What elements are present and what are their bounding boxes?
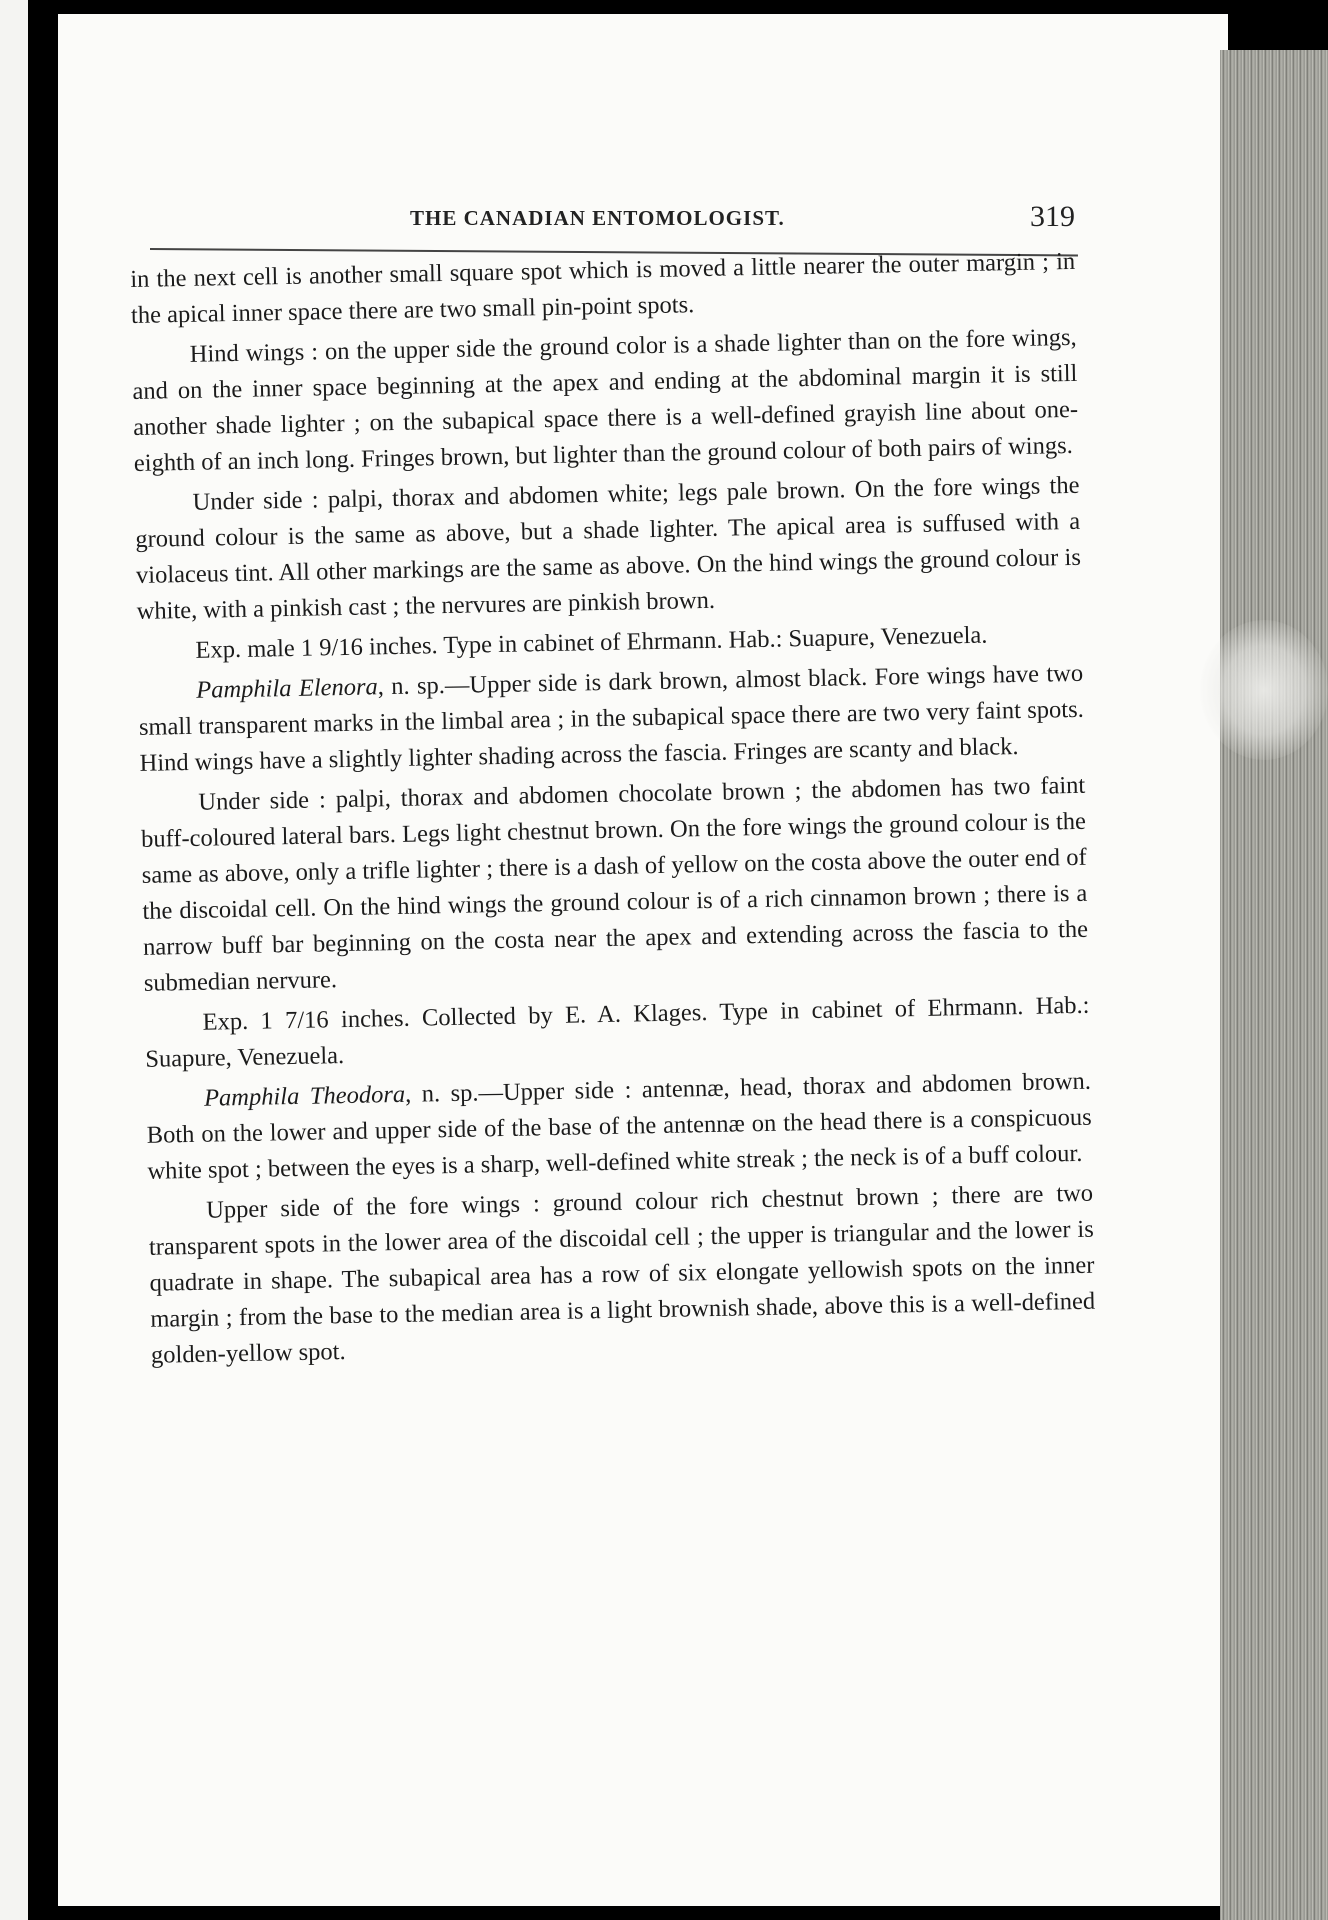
species-paragraph (146, 1064, 1093, 1190)
paragraph: Under side : palpi, thorax and abdomen white; legs pale brown. On the fore wings the ground colour is the same as above, but a shade lighter. The apical area is suffused with a violaceus tint. All other markings are the same as above. On the hind wings the ground colour is white, with a pinkish cast ; the nervures are pinkish brown. (135, 471, 1082, 625)
paragraph: Hind wings : on the upper side the ground color is a shade lighter than on the fore wings, and on the inner space beginning at the apex and ending at the abdominal margin it is still another shade lighter ; on the subapical space there is a well-defined grayish line about one-eighth of an inch long. Fringes brown, but lighter than the ground colour of both pairs of wings. (132, 323, 1079, 477)
paragraph: Exp. male 1 9/16 inches. Type in cabinet of Ehrmann. Hab.: Suapure, Venezuela. (195, 621, 988, 664)
left-page-edge (0, 0, 28, 1920)
species-description: , n. sp.—Upper side is dark brown, almost black. Fore wings have two small transparent marks in the limbal area ; in the subapical space there are two very faint spots. Hind wings have a slightly lighter shading across the fascia. Fringes are scanty and black. (138, 659, 1085, 777)
light-glare (1200, 620, 1328, 760)
journal-title: THE CANADIAN ENTOMOLOGIST. (410, 206, 785, 230)
species-description: , n. sp.—Upper side : antennæ, head, thorax and abdomen brown. Both on the lower and upper side of the base of the antennæ on the head there is a conspicuous white spot ; between the eyes is a sharp, well-defined white streak ; the neck is of a buff colour. (146, 1067, 1092, 1185)
species-name: Pamphila Theodora (203, 1080, 406, 1112)
book-page-edges (1220, 50, 1328, 1920)
paragraph: Exp. 1 7/16 inches. Collected by E. A. Klages. Type in cabinet of Ehrmann. Hab.: Suapure, Venezuela. (145, 991, 1090, 1073)
species-name: Pamphila Elenora (195, 673, 379, 704)
paragraph: in the next cell is another small square spot which is moved a little nearer the outer margin ; in the apical inner space there are two small pin-point spots. (130, 247, 1076, 329)
page-number: 319 (1030, 200, 1075, 233)
paragraph: Upper side of the fore wings : ground colour rich chestnut brown ; there are two transparent spots in the lower area of the discoidal cell ; the upper is triangular and the lower is quadrate in shape. The subapical area has a row of six elongate yellowish spots on the inner margin ; from the base to the median area is a light brownish shade, above this is a well-defined golden-yellow spot. (148, 1179, 1096, 1369)
body-text (130, 244, 1096, 1378)
paragraph: Under side : palpi, thorax and abdomen chocolate brown ; the abdomen has two faint buff-coloured lateral bars. Legs light chestnut brown. On the fore wings the ground colour is the same as above, only a trifle lighter ; there is a dash of yellow on the costa above the outer end of the discoidal cell. On the hind wings the ground colour is of a rich cinnamon brown ; there is a narrow buff bar beginning on the costa near the apex and extending across the fascia to the submedian nervure. (140, 771, 1089, 997)
running-header (140, 200, 1080, 240)
species-paragraph (138, 656, 1085, 782)
